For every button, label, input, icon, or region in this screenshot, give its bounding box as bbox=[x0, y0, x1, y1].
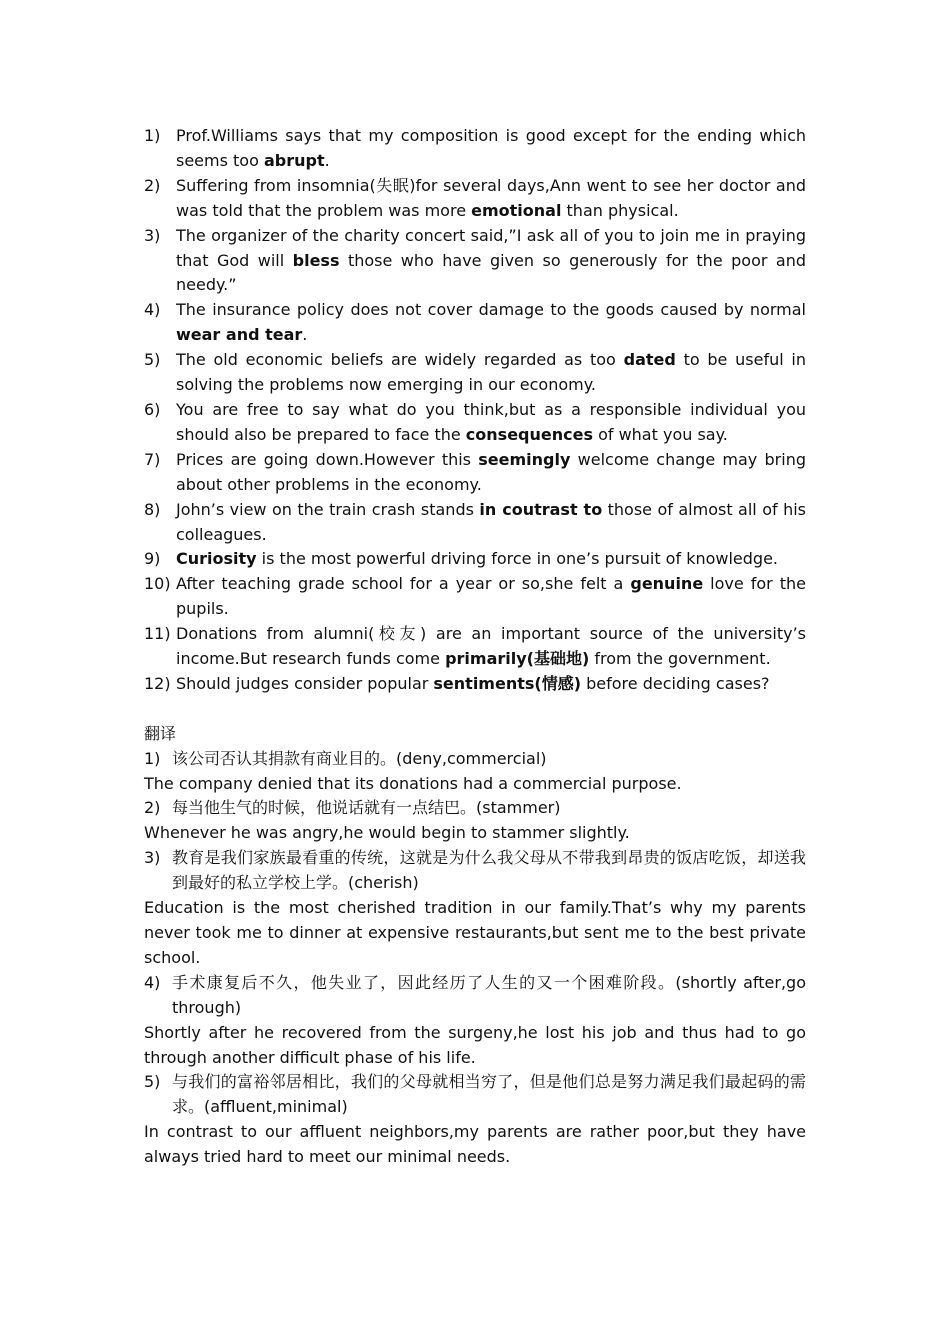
item-number: 4) bbox=[144, 972, 161, 992]
vocab-item bbox=[144, 622, 806, 672]
item-text: The old economic beliefs are widely regarded as too dated to be useful in solving the problems now emerging in our economy. bbox=[176, 350, 807, 395]
item-number: 6) bbox=[144, 399, 161, 419]
item-number: 5) bbox=[144, 1072, 161, 1092]
key-word: consequences bbox=[465, 424, 593, 444]
translation-answer: The company denied that its donations had a commercial purpose. bbox=[144, 773, 682, 793]
item-text: Curiosity is the most powerful driving force in one’s pursuit of knowledge. bbox=[176, 549, 778, 569]
translation-heading: 翻译 bbox=[144, 723, 177, 743]
item-text: After teaching grade school for a year or so,she felt a genuine love for the pupils. bbox=[176, 574, 807, 619]
key-word: seemingly bbox=[478, 449, 571, 469]
vocab-item bbox=[144, 174, 806, 224]
vocab-item bbox=[144, 224, 806, 299]
question-text: 手术康复后不久，他失业了，因此经历了人生的又一个困难阶段。(shortly after,go through) bbox=[172, 972, 806, 1017]
vocab-item bbox=[144, 298, 806, 348]
vocab-item bbox=[144, 547, 806, 572]
translation-question bbox=[144, 747, 806, 772]
item-number: 2) bbox=[144, 175, 161, 195]
translation-answer: In contrast to our affluent neighbors,my parents are rather poor,but they have always tried hard to meet our minimal needs. bbox=[144, 1122, 806, 1167]
question-text: 该公司否认其捐款有商业目的。(deny,commercial) bbox=[172, 748, 547, 768]
translation-answer: Shortly after he recovered from the surgeny,he lost his job and thus had to go through another difficult phase of his life. bbox=[144, 1022, 806, 1067]
vocab-item bbox=[144, 672, 806, 697]
key-word: sentiments(情感) bbox=[433, 673, 582, 693]
vocab-item bbox=[144, 124, 806, 174]
translation-item bbox=[144, 747, 806, 797]
item-number: 8) bbox=[144, 499, 161, 519]
vocab-item bbox=[144, 398, 806, 448]
translation-answer: Whenever he was angry,he would begin to stammer slightly. bbox=[144, 823, 630, 843]
item-text: The insurance policy does not cover damage to the goods caused by normal wear and tear. bbox=[176, 300, 806, 345]
item-number: 3) bbox=[144, 225, 161, 245]
translation-question bbox=[144, 846, 806, 896]
item-number: 2) bbox=[144, 798, 161, 818]
translation-question bbox=[144, 1070, 806, 1120]
vocab-item bbox=[144, 348, 806, 398]
translation-item bbox=[144, 796, 806, 846]
key-word: dated bbox=[623, 350, 676, 370]
translation-answer: Education is the most cherished tradition in our family.That’s why my parents never took me to dinner at expensive restaurants,but sent me to the best private school. bbox=[144, 898, 806, 967]
key-word: genuine bbox=[630, 574, 704, 594]
item-number: 1) bbox=[144, 748, 161, 768]
translation-item bbox=[144, 971, 806, 1071]
translation-question bbox=[144, 796, 806, 821]
key-word: bless bbox=[292, 250, 340, 270]
key-word: Curiosity bbox=[176, 549, 257, 569]
item-number: 1) bbox=[144, 126, 161, 145]
item-number: 12) bbox=[144, 673, 171, 693]
translation-item bbox=[144, 1070, 806, 1170]
vocab-item bbox=[144, 448, 806, 498]
item-number: 9) bbox=[144, 549, 161, 569]
item-number: 4) bbox=[144, 300, 161, 320]
item-number: 10) bbox=[144, 574, 171, 594]
section-gap bbox=[144, 697, 806, 722]
item-number: 11) bbox=[144, 624, 171, 644]
question-text: 每当他生气的时候，他说话就有一点结巴。(stammer) bbox=[172, 798, 561, 818]
question-text: 与我们的富裕邻居相比，我们的父母就相当穷了，但是他们总是努力满足我们最起码的需求。(affluent,minimal) bbox=[172, 1072, 806, 1117]
item-number: 5) bbox=[144, 350, 161, 370]
document-page bbox=[144, 124, 806, 1170]
vocab-list bbox=[144, 124, 806, 697]
key-word: emotional bbox=[471, 200, 562, 220]
item-text: John’s view on the train crash stands in coutrast to those of almost all of his colleagues. bbox=[176, 499, 807, 544]
item-text: Suffering from insomnia(失眠)for several days,Ann went to see her doctor and was told that the problem was more emotional than physical. bbox=[176, 175, 806, 220]
vocab-item bbox=[144, 572, 806, 622]
item-text: The organizer of the charity concert said,”I ask all of you to join me in praying that God will bless those who have given so generously for the poor and needy.” bbox=[176, 225, 806, 295]
item-number: 7) bbox=[144, 449, 161, 469]
item-text: Prices are going down.However this seemingly welcome change may bring about other problems in the economy. bbox=[176, 449, 807, 494]
item-text: Should judges consider popular sentiments(情感) before deciding cases? bbox=[176, 673, 770, 693]
item-text: Donations from alumni(校友) are an important source of the university’s income.But research funds come primarily(基础地) from the government. bbox=[176, 624, 806, 669]
translation-question bbox=[144, 971, 806, 1021]
vocab-item bbox=[144, 498, 806, 548]
key-word: wear and tear bbox=[176, 325, 303, 345]
item-text: You are free to say what do you think,but as a responsible individual you should also be prepared to face the consequences of what you say. bbox=[176, 399, 806, 444]
item-number: 3) bbox=[144, 848, 161, 868]
translation-list bbox=[144, 747, 806, 1170]
item-text: Prof.Williams says that my composition is good except for the ending which seems too abrupt. bbox=[176, 126, 806, 170]
key-word: in coutrast to bbox=[479, 499, 603, 519]
translation-item bbox=[144, 846, 806, 971]
question-text: 教育是我们家族最看重的传统，这就是为什么我父母从不带我到昂贵的饭店吃饭，却送我到最好的私立学校上学。(cherish) bbox=[172, 848, 806, 893]
key-word: abrupt bbox=[263, 150, 325, 170]
key-word: primarily(基础地) bbox=[445, 649, 590, 669]
